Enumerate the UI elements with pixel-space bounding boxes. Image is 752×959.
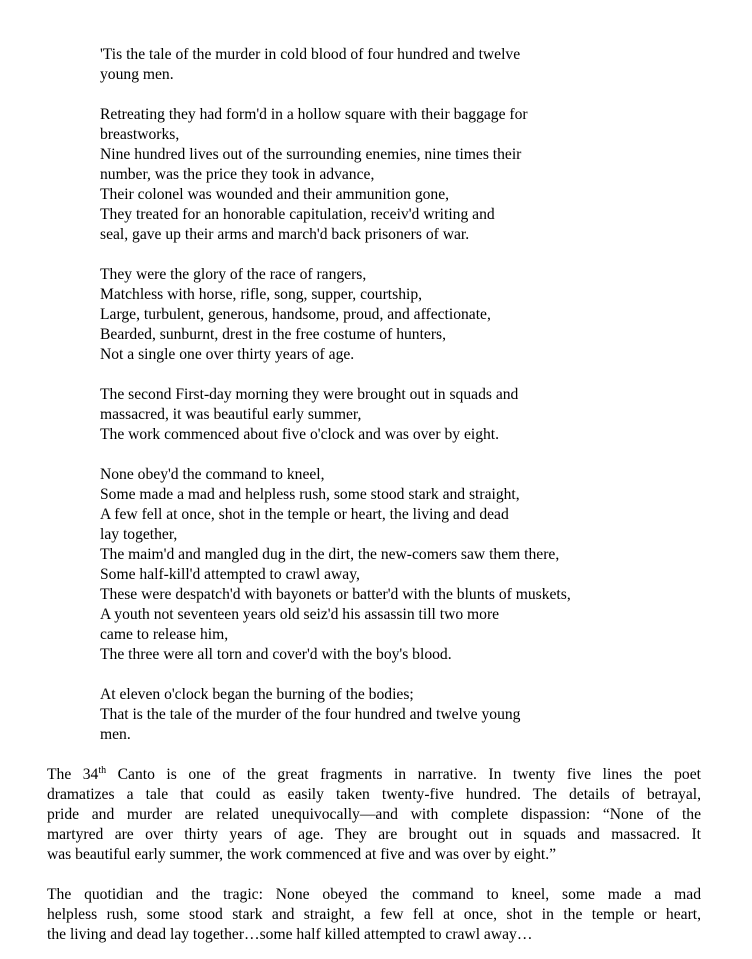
verse-line: Some made a mad and helpless rush, some stood stark and straight, bbox=[100, 486, 520, 503]
prose-line: helpless rush, some stood stark and straight, a few fell at once, shot in the temple or heart, bbox=[47, 906, 701, 923]
verse-line: men. bbox=[100, 726, 131, 743]
prose-line: pride and murder are related unequivocally—and with complete dispassion: “None of the bbox=[47, 806, 701, 823]
verse-line: Retreating they had form'd in a hollow square with their baggage for bbox=[100, 106, 528, 123]
prose-line bbox=[47, 765, 701, 785]
stanza bbox=[100, 45, 700, 85]
stanza bbox=[100, 265, 700, 365]
verse-line: Large, turbulent, generous, handsome, proud, and affectionate, bbox=[100, 306, 491, 323]
verse-line: Bearded, sunburnt, drest in the free costume of hunters, bbox=[100, 326, 446, 343]
verse-line: The work commenced about five o'clock and was over by eight. bbox=[100, 426, 500, 443]
verse-line: That is the tale of the murder of the four hundred and twelve young bbox=[100, 706, 521, 723]
stanza bbox=[100, 105, 700, 245]
commentary-paragraph bbox=[47, 885, 701, 945]
verse-line: A youth not seventeen years old seiz'd his assassin till two more bbox=[100, 606, 500, 623]
prose-line: the living and dead lay together…some half killed attempted to crawl away… bbox=[47, 926, 533, 943]
verse-line: At eleven o'clock began the burning of the bodies; bbox=[100, 686, 414, 703]
verse-line: Nine hundred lives out of the surrounding enemies, nine times their bbox=[100, 146, 522, 163]
verse-line: Their colonel was wounded and their ammunition gone, bbox=[100, 186, 450, 203]
prose-line: martyred are over thirty years of age. They are brought out in squads and massacred. It bbox=[47, 826, 701, 843]
commentary-paragraph bbox=[47, 765, 701, 865]
verse-line: massacred, it was beautiful early summer, bbox=[100, 406, 362, 423]
verse-line: The second First-day morning they were brought out in squads and bbox=[100, 386, 519, 403]
verse-line: These were despatch'd with bayonets or batter'd with the blunts of muskets, bbox=[100, 586, 571, 603]
prose-line: The quotidian and the tragic: None obeyed the command to kneel, some made a mad bbox=[47, 886, 701, 903]
stanza bbox=[100, 385, 700, 445]
prose-line: was beautiful early summer, the work commenced at five and was over by eight.” bbox=[47, 846, 557, 863]
verse-line: The maim'd and mangled dug in the dirt, the new-comers saw them there, bbox=[100, 546, 560, 563]
verse-line: came to release him, bbox=[100, 626, 229, 643]
verse-line: The three were all torn and cover'd with the boy's blood. bbox=[100, 646, 452, 663]
verse-line: young men. bbox=[100, 66, 174, 83]
verse-line: seal, gave up their arms and march'd back prisoners of war. bbox=[100, 226, 470, 243]
stanza bbox=[100, 465, 700, 665]
verse-line: A few fell at once, shot in the temple or heart, the living and dead bbox=[100, 506, 509, 523]
verse-line: They were the glory of the race of rangers, bbox=[100, 266, 367, 283]
verse-line: Not a single one over thirty years of age. bbox=[100, 346, 355, 363]
prose-text: The 34 bbox=[47, 766, 99, 783]
verse-line: breastworks, bbox=[100, 126, 180, 143]
prose-line: dramatizes a tale that could as easily taken twenty-five hundred. The details of betrayal, bbox=[47, 786, 701, 803]
verse-line: None obey'd the command to kneel, bbox=[100, 466, 325, 483]
superscript-ordinal: th bbox=[98, 765, 107, 776]
verse-line: 'Tis the tale of the murder in cold blood of four hundred and twelve bbox=[100, 46, 521, 63]
verse-line: Some half-kill'd attempted to crawl away, bbox=[100, 566, 360, 583]
verse-line: They treated for an honorable capitulation, receiv'd writing and bbox=[100, 206, 495, 223]
prose-text: Canto is one of the great fragments in narrative. In twenty five lines the poet bbox=[106, 766, 701, 783]
verse-line: number, was the price they took in advance, bbox=[100, 166, 375, 183]
stanza bbox=[100, 685, 700, 745]
verse-line: Matchless with horse, rifle, song, supper, courtship, bbox=[100, 286, 423, 303]
verse-line: lay together, bbox=[100, 526, 178, 543]
